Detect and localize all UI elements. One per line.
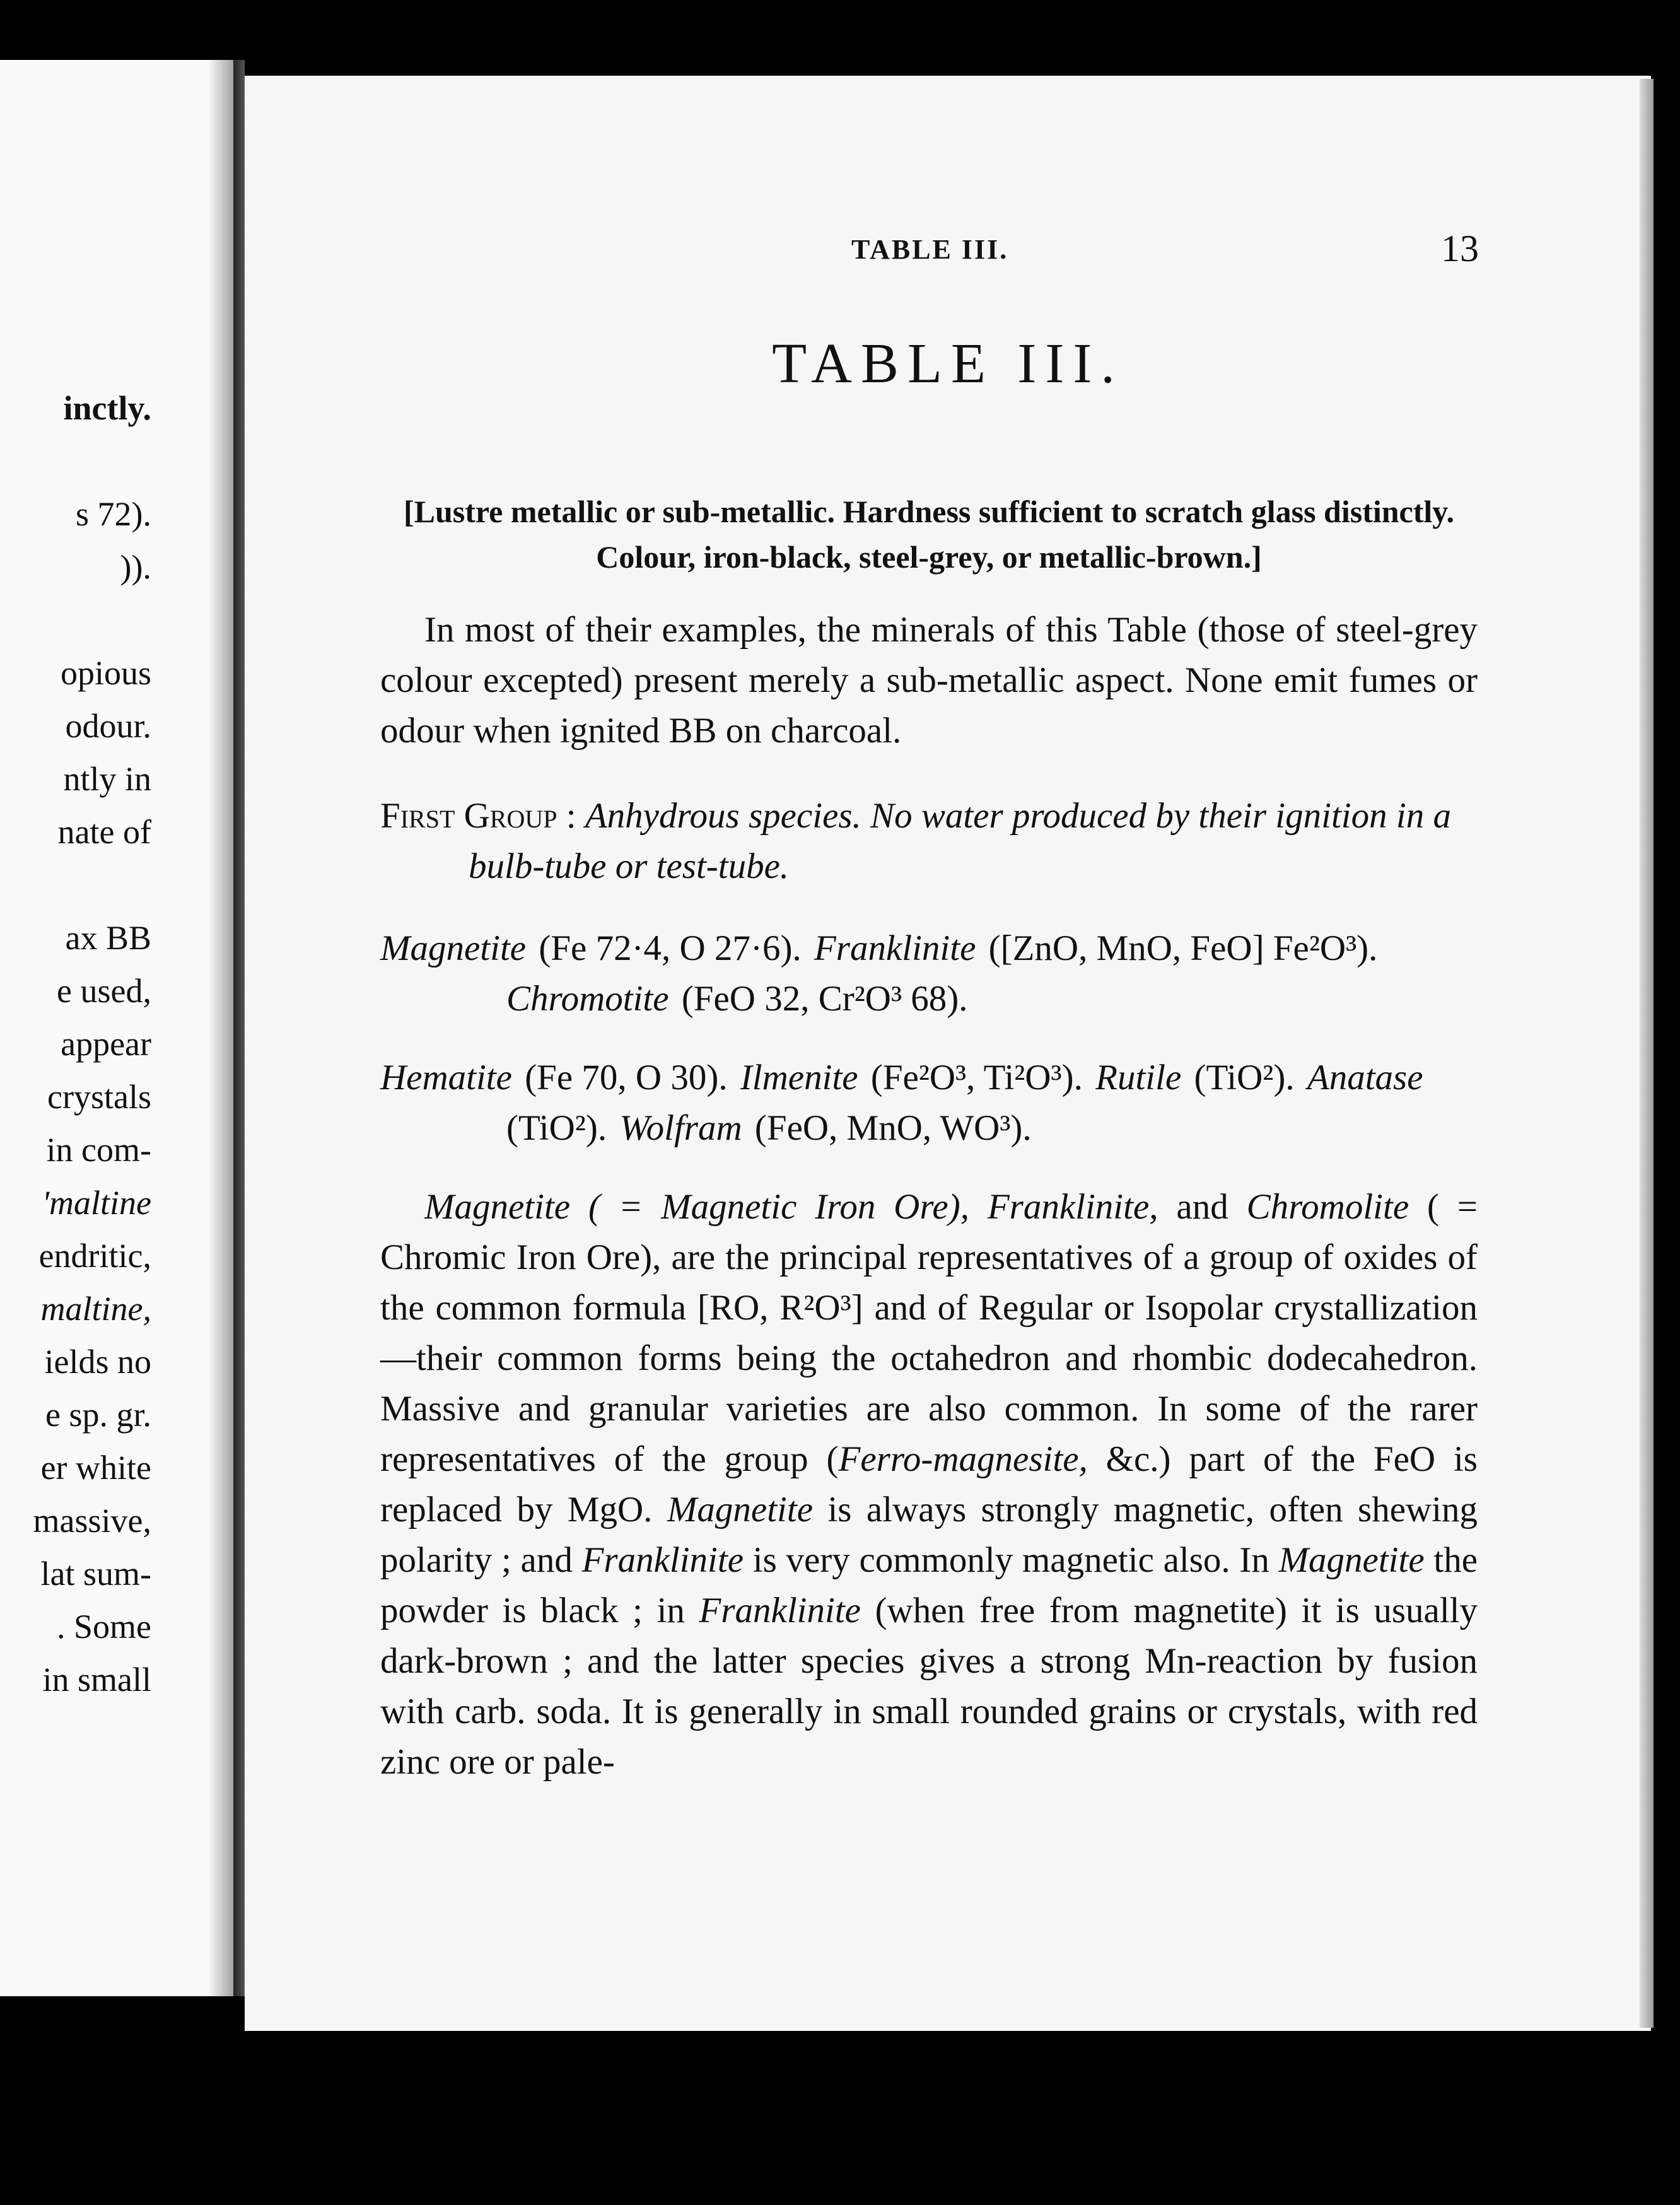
text-run: and (1176, 1187, 1228, 1227)
mineral-formula: (FeO, MnO, WO³). (754, 1108, 1032, 1148)
book-gutter (233, 60, 245, 1996)
term: Franklinite (699, 1591, 861, 1630)
term: Magnetite (424, 1187, 571, 1227)
group-label: First Group : (380, 796, 576, 836)
group-description: Anhydrous species. No water produced by their ignition in a bulb-tube or test-tube. (469, 796, 1451, 886)
facing-page-line: massive, (33, 1502, 151, 1540)
facing-page-line: . Some (56, 1608, 151, 1646)
mineral-name: Rutile (1095, 1058, 1182, 1097)
mineral-name: Hematite (380, 1058, 512, 1097)
mineral-formula: (Fe²O³, Ti²O³). (870, 1058, 1083, 1097)
text-run: &c.) part of the FeO is replaced by MgO. (380, 1439, 1478, 1529)
term: Franklinite (581, 1540, 744, 1580)
facing-page-line: opious (60, 654, 151, 692)
term: Magnetite (667, 1490, 814, 1529)
mineral-formula: (Fe 70, O 30). (525, 1058, 728, 1097)
text-run: is always strongly magnetic, often shewing polarity ; and (380, 1490, 1478, 1580)
page-content (380, 489, 1478, 1822)
mineral-formula: (TiO²). (506, 1108, 607, 1148)
page-edge (1640, 79, 1654, 2028)
facing-page-line: lat sum- (40, 1555, 151, 1593)
facing-page-line: er white (40, 1449, 151, 1487)
table-heading: TABLE III. (772, 332, 1124, 395)
mineral-name: Ilmenite (740, 1058, 858, 1097)
facing-page-line: s 72). (76, 495, 151, 533)
page-shadow (208, 60, 233, 1996)
criteria-note: [Lustre metallic or sub-metallic. Hardness sufficient to scratch glass distinctly. Colour, iron-black, steel-grey, or metallic-brown.] (403, 494, 1455, 575)
page-number: 13 (1441, 228, 1479, 269)
facing-page-line: ields no (44, 1343, 151, 1381)
mineral-name: Magnetite (380, 928, 527, 968)
facing-page-line: appear (61, 1025, 151, 1063)
facing-page-line: 'maltine (42, 1184, 151, 1222)
mineral-name: Franklinite (814, 928, 976, 968)
running-head (245, 228, 1651, 271)
facing-page-line: e used, (57, 972, 151, 1010)
facing-page-line: endritic, (38, 1237, 151, 1275)
facing-page-line: in small (42, 1661, 151, 1699)
book-page (245, 76, 1651, 2031)
formula-line-1 (380, 923, 1478, 1024)
text-run: is very commonly magnetic also. In (752, 1540, 1269, 1580)
facing-page-line: nate of (57, 813, 151, 851)
facing-page-line: ax BB (65, 919, 151, 957)
running-title: TABLE III. (851, 234, 1009, 265)
mineral-formula: (FeO 32, Cr²O³ 68). (681, 979, 968, 1019)
mineral-formula: ([ZnO, MnO, FeO] Fe²O³). (988, 928, 1378, 968)
facing-page-fragment (0, 60, 233, 1996)
mineral-formula: (Fe 72·4, O 27·6). (539, 928, 802, 968)
term: Franklinite, (987, 1187, 1158, 1227)
text-run: the powder is black ; in (380, 1540, 1478, 1630)
facing-page-line: in com- (46, 1131, 151, 1169)
text-run: (when free from magnetite) it is usually dark-brown ; and the latter species gives a strong Mn-reaction by fusion with carb. soda. It is generally in small rounded grains or crystals, with red zinc ore or pale- (380, 1591, 1478, 1782)
text-run: ( = Chromic Iron Ore), are the principal representatives of a group of oxides of the common formula [RO, R²O³] and of Regular or Isopolar crystallization—their common forms being the octahedron and rhombic dodecahedron. Massive and granular varieties are also common. In some of the rarer representatives of the group ( (380, 1187, 1478, 1479)
facing-page-line: maltine, (40, 1290, 151, 1328)
facing-page-line: )). (120, 548, 151, 586)
mineral-formula: (TiO²). (1194, 1058, 1295, 1097)
facing-page-line: odour. (65, 707, 151, 745)
formula-line-2 (380, 1053, 1478, 1154)
facing-page-line: e sp. gr. (45, 1396, 151, 1434)
mineral-name: Anatase (1307, 1058, 1423, 1097)
intro-paragraph: In most of their examples, the minerals of this Table (those of steel-grey colour excepted) present merely a sub-metallic aspect. None emit fumes or odour when ignited BB on charcoal. (380, 610, 1478, 751)
mineral-name: Chromotite (506, 979, 669, 1019)
facing-page-line: inctly. (63, 389, 151, 427)
facing-page-line: ntly in (63, 760, 151, 798)
term: Ferro-magnesite, (838, 1439, 1088, 1479)
term-alias: ( = Magnetic Iron Ore), (588, 1187, 969, 1227)
body-paragraph (380, 1182, 1478, 1787)
term: Chromolite (1246, 1187, 1409, 1227)
mineral-name: Wolfram (619, 1108, 742, 1148)
first-group-heading (380, 791, 1478, 892)
term: Magnetite (1278, 1540, 1425, 1580)
facing-page-line: crystals (47, 1078, 151, 1116)
